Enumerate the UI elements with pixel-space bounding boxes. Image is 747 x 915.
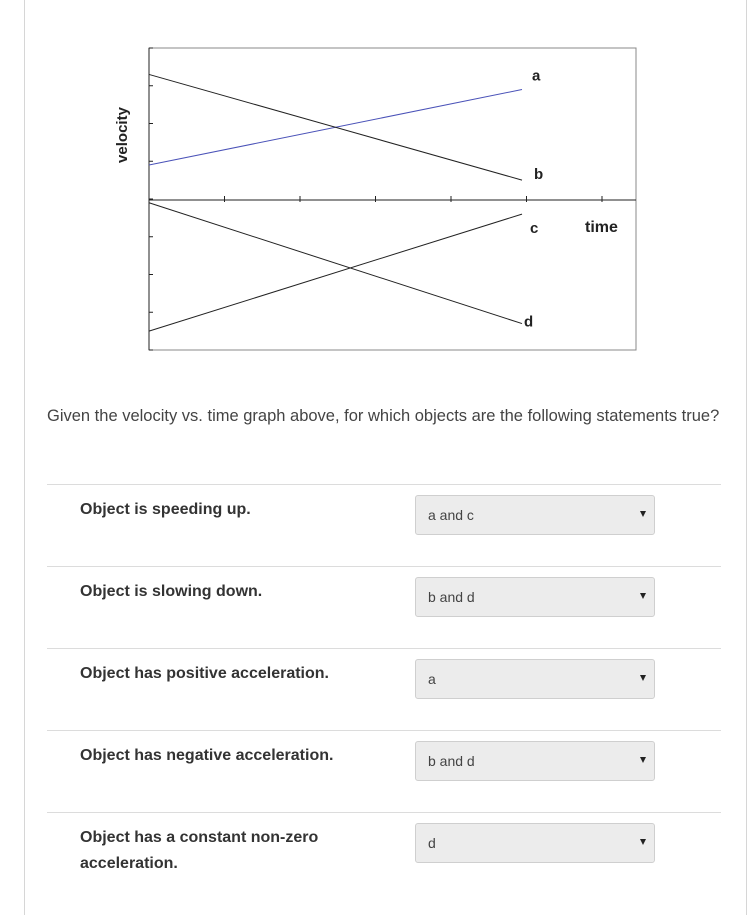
matching-rows [47,484,721,908]
caret-down-icon [640,757,646,763]
dropdown-value: a and c [428,507,474,523]
statement-label: Object has a constant non-zero acceleration. [80,829,319,872]
series-line-b [149,74,522,180]
plot-frame [149,48,636,350]
chart-svg [0,0,747,380]
caret-down-icon [640,839,646,845]
caret-down-icon [640,675,646,681]
matching-row [47,484,721,566]
answer-dropdown[interactable] [415,659,655,699]
dropdown-value: a [428,671,436,687]
statement-label: Object is speeding up. [80,501,251,518]
series-label-c: c [530,220,539,238]
statement-label: Object has positive acceleration. [80,665,329,682]
dropdown-value: b and d [428,589,475,605]
matching-row [47,648,721,730]
caret-down-icon [640,511,646,517]
answer-dropdown[interactable] [415,741,655,781]
matching-row [47,566,721,648]
matching-row [47,812,721,908]
velocity-time-graph [0,0,747,380]
dropdown-value: b and d [428,753,475,769]
answer-dropdown[interactable] [415,495,655,535]
series-label-a: a [532,67,541,85]
matching-row [47,730,721,812]
x-axis-label: time [585,219,618,236]
statement-label: Object has negative acceleration. [80,747,334,764]
series-label-d: d [524,313,534,331]
dropdown-value: d [428,835,436,851]
y-axis-label: velocity [114,107,131,163]
answer-dropdown[interactable] [415,823,655,863]
answer-dropdown[interactable] [415,577,655,617]
series-line-c [149,214,522,331]
series-label-b: b [534,166,544,184]
statement-label: Object is slowing down. [80,583,263,600]
series-line-d [149,203,522,324]
question-text: Given the velocity vs. time graph above, for which objects are the following statements true? [47,407,720,425]
caret-down-icon [640,593,646,599]
